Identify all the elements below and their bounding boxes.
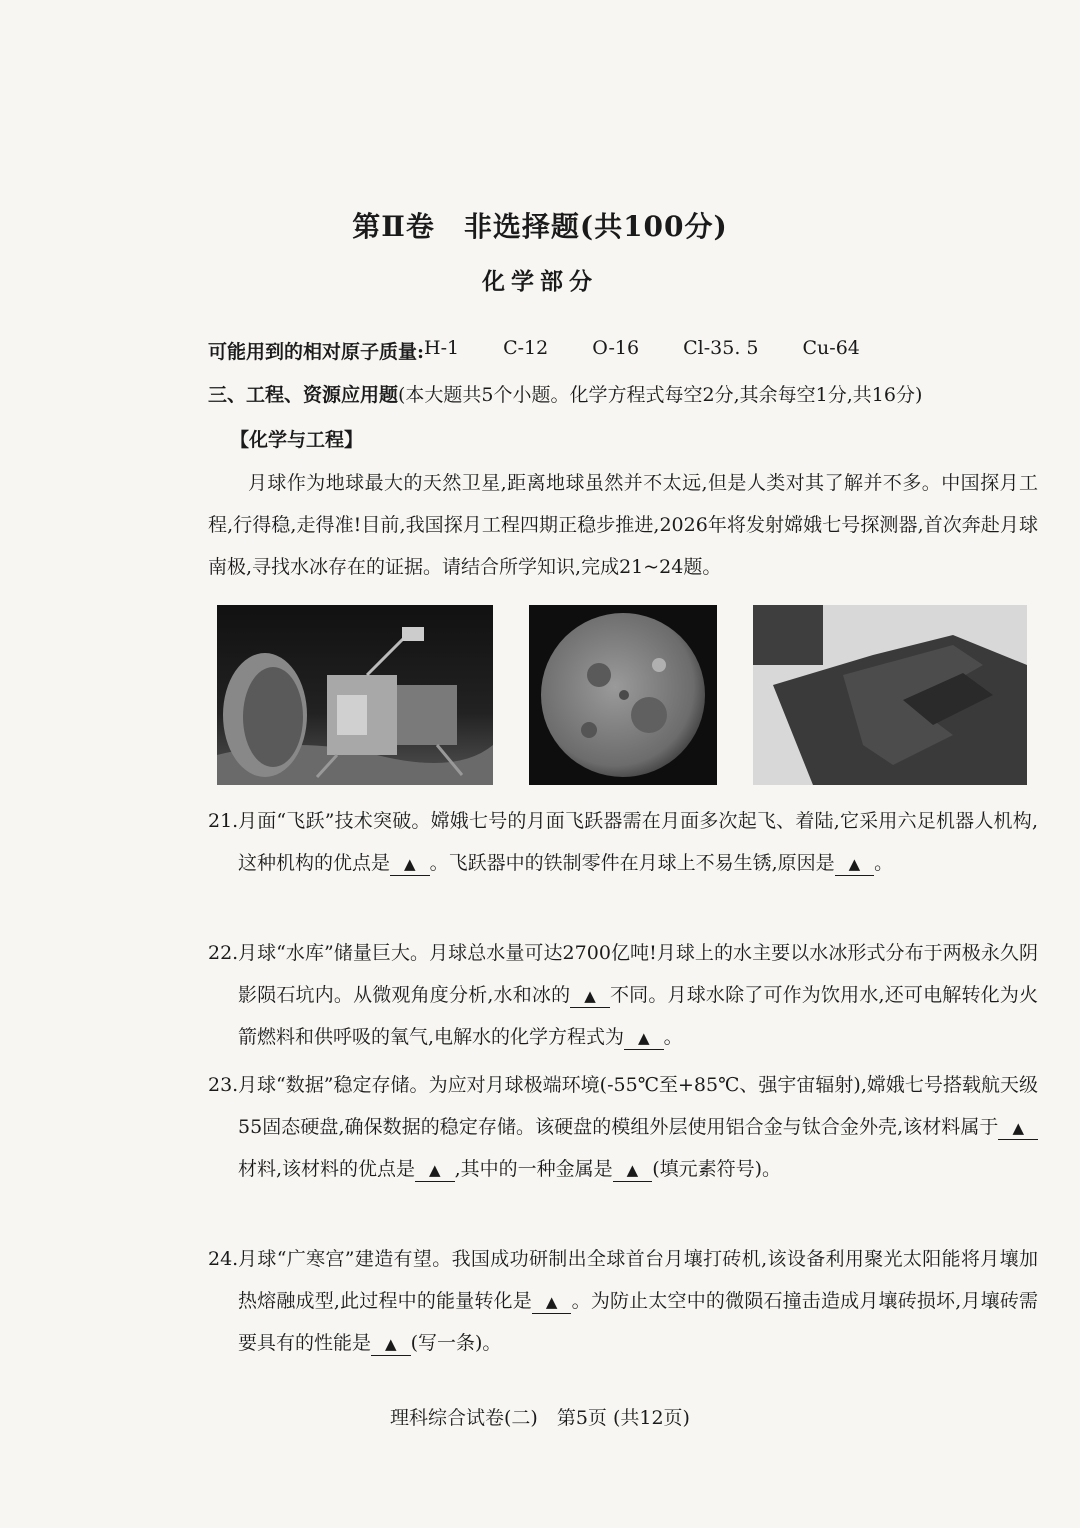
question-text (238, 932, 1038, 1058)
section-note: (本大题共5个小题。化学方程式每空2分,其余每空1分,共16分) (398, 384, 923, 406)
answer-blank[interactable]: ▲ (998, 1117, 1038, 1140)
question-number: 23. (208, 1074, 239, 1096)
answer-blank[interactable]: ▲ (613, 1159, 653, 1182)
question-text-part: (填元素符号)。 (652, 1158, 782, 1180)
page-footer: 理科综合试卷(二) 第5页 (共12页) (390, 1407, 690, 1429)
question-text-part: 。为防止太空中的微陨石撞击造成月壤砖损坏,月壤砖需要具有的性能是 (238, 1290, 1038, 1354)
question-text-part: 。 (874, 852, 894, 874)
question-text-part: 月面“飞跃”技术突破。嫦娥七号的月面飞跃器需在月面多次起飞、着陆,它采用六足机器人机构,这种机构的优点是 (238, 810, 1038, 874)
lunar-brick-photo (753, 605, 1027, 785)
question-text-part: ,其中的一种金属是 (454, 1158, 613, 1180)
atomic-mass-item: C-12 (503, 337, 549, 359)
atomic-masses-label: 可能用到的相对原子质量: (208, 341, 425, 363)
question-number: 22. (208, 942, 239, 964)
answer-blank[interactable]: ▲ (835, 853, 875, 876)
topic-heading: 【化学与工程】 (230, 429, 364, 451)
question-text (238, 1064, 1038, 1190)
atomic-mass-item: Cu-64 (802, 337, 860, 359)
atomic-mass-item: H-1 (424, 337, 460, 359)
atomic-mass-item: Cl-35. 5 (683, 337, 759, 359)
question-text-part: 。飞跃器中的铁制零件在月球上不易生锈,原因是 (429, 852, 835, 874)
answer-blank[interactable]: ▲ (415, 1159, 455, 1182)
question-number: 21. (208, 810, 239, 832)
question-text (238, 800, 1038, 884)
question-text (238, 1238, 1038, 1364)
question-text-part: 。 (663, 1026, 683, 1048)
moon-photo (529, 605, 717, 785)
lander-photo (217, 605, 493, 785)
answer-blank[interactable]: ▲ (532, 1291, 572, 1314)
section-subtitle: 化学部分 (482, 268, 598, 295)
answer-blank[interactable]: ▲ (570, 985, 610, 1008)
question-text-part: 月球“水库”储量巨大。月球总水量可达2700亿吨!月球上的水主要以水冰形式分布于两极永久阴影陨石坑内。从微观角度分析,水和冰的 (238, 942, 1038, 1006)
question-24 (208, 1238, 1038, 1364)
answer-blank[interactable]: ▲ (390, 853, 430, 876)
section-heading (208, 380, 922, 407)
atomic-mass-item: O-16 (592, 337, 640, 359)
question-23 (208, 1064, 1038, 1190)
question-text-part: (写一条)。 (410, 1332, 502, 1354)
question-text-part: 材料,该材料的优点是 (238, 1158, 416, 1180)
intro-paragraph: 月球作为地球最大的天然卫星,距离地球虽然并不太远,但是人类对其了解并不多。中国探月工程,行得稳,走得准!目前,我国探月工程四期正稳步推进,2026年将发射嫦娥七号探测器,首次奔赴月球南极,寻找水冰存在的证据。请结合所学知识,完成21~24题。 (208, 472, 1038, 578)
answer-blank[interactable]: ▲ (371, 1333, 411, 1356)
question-text-part: 月球“广寒宫”建造有望。我国成功研制出全球首台月壤打砖机,该设备利用聚光太阳能将月壤加热熔融成型,此过程中的能量转化是 (238, 1248, 1038, 1312)
question-text-part: 月球“数据”稳定存储。为应对月球极端环境(-55℃至+85℃、强宇宙辐射),嫦娥七号搭载航天级55固态硬盘,确保数据的稳定存储。该硬盘的模组外层使用铝合金与钛合金外壳,该材料属于 (238, 1074, 1038, 1138)
question-22 (208, 932, 1038, 1058)
question-21 (208, 800, 1038, 884)
page-title: 第Ⅱ卷 非选择题(共100分) (352, 210, 728, 243)
question-text-part: 不同。月球水除了可作为饮用水,还可电解转化为火箭燃料和供呼吸的氧气,电解水的化学方程式为 (238, 984, 1038, 1048)
question-number: 24. (208, 1248, 239, 1270)
atomic-masses (208, 337, 860, 364)
answer-blank[interactable]: ▲ (624, 1027, 664, 1050)
section-title: 三、工程、资源应用题 (208, 384, 399, 406)
